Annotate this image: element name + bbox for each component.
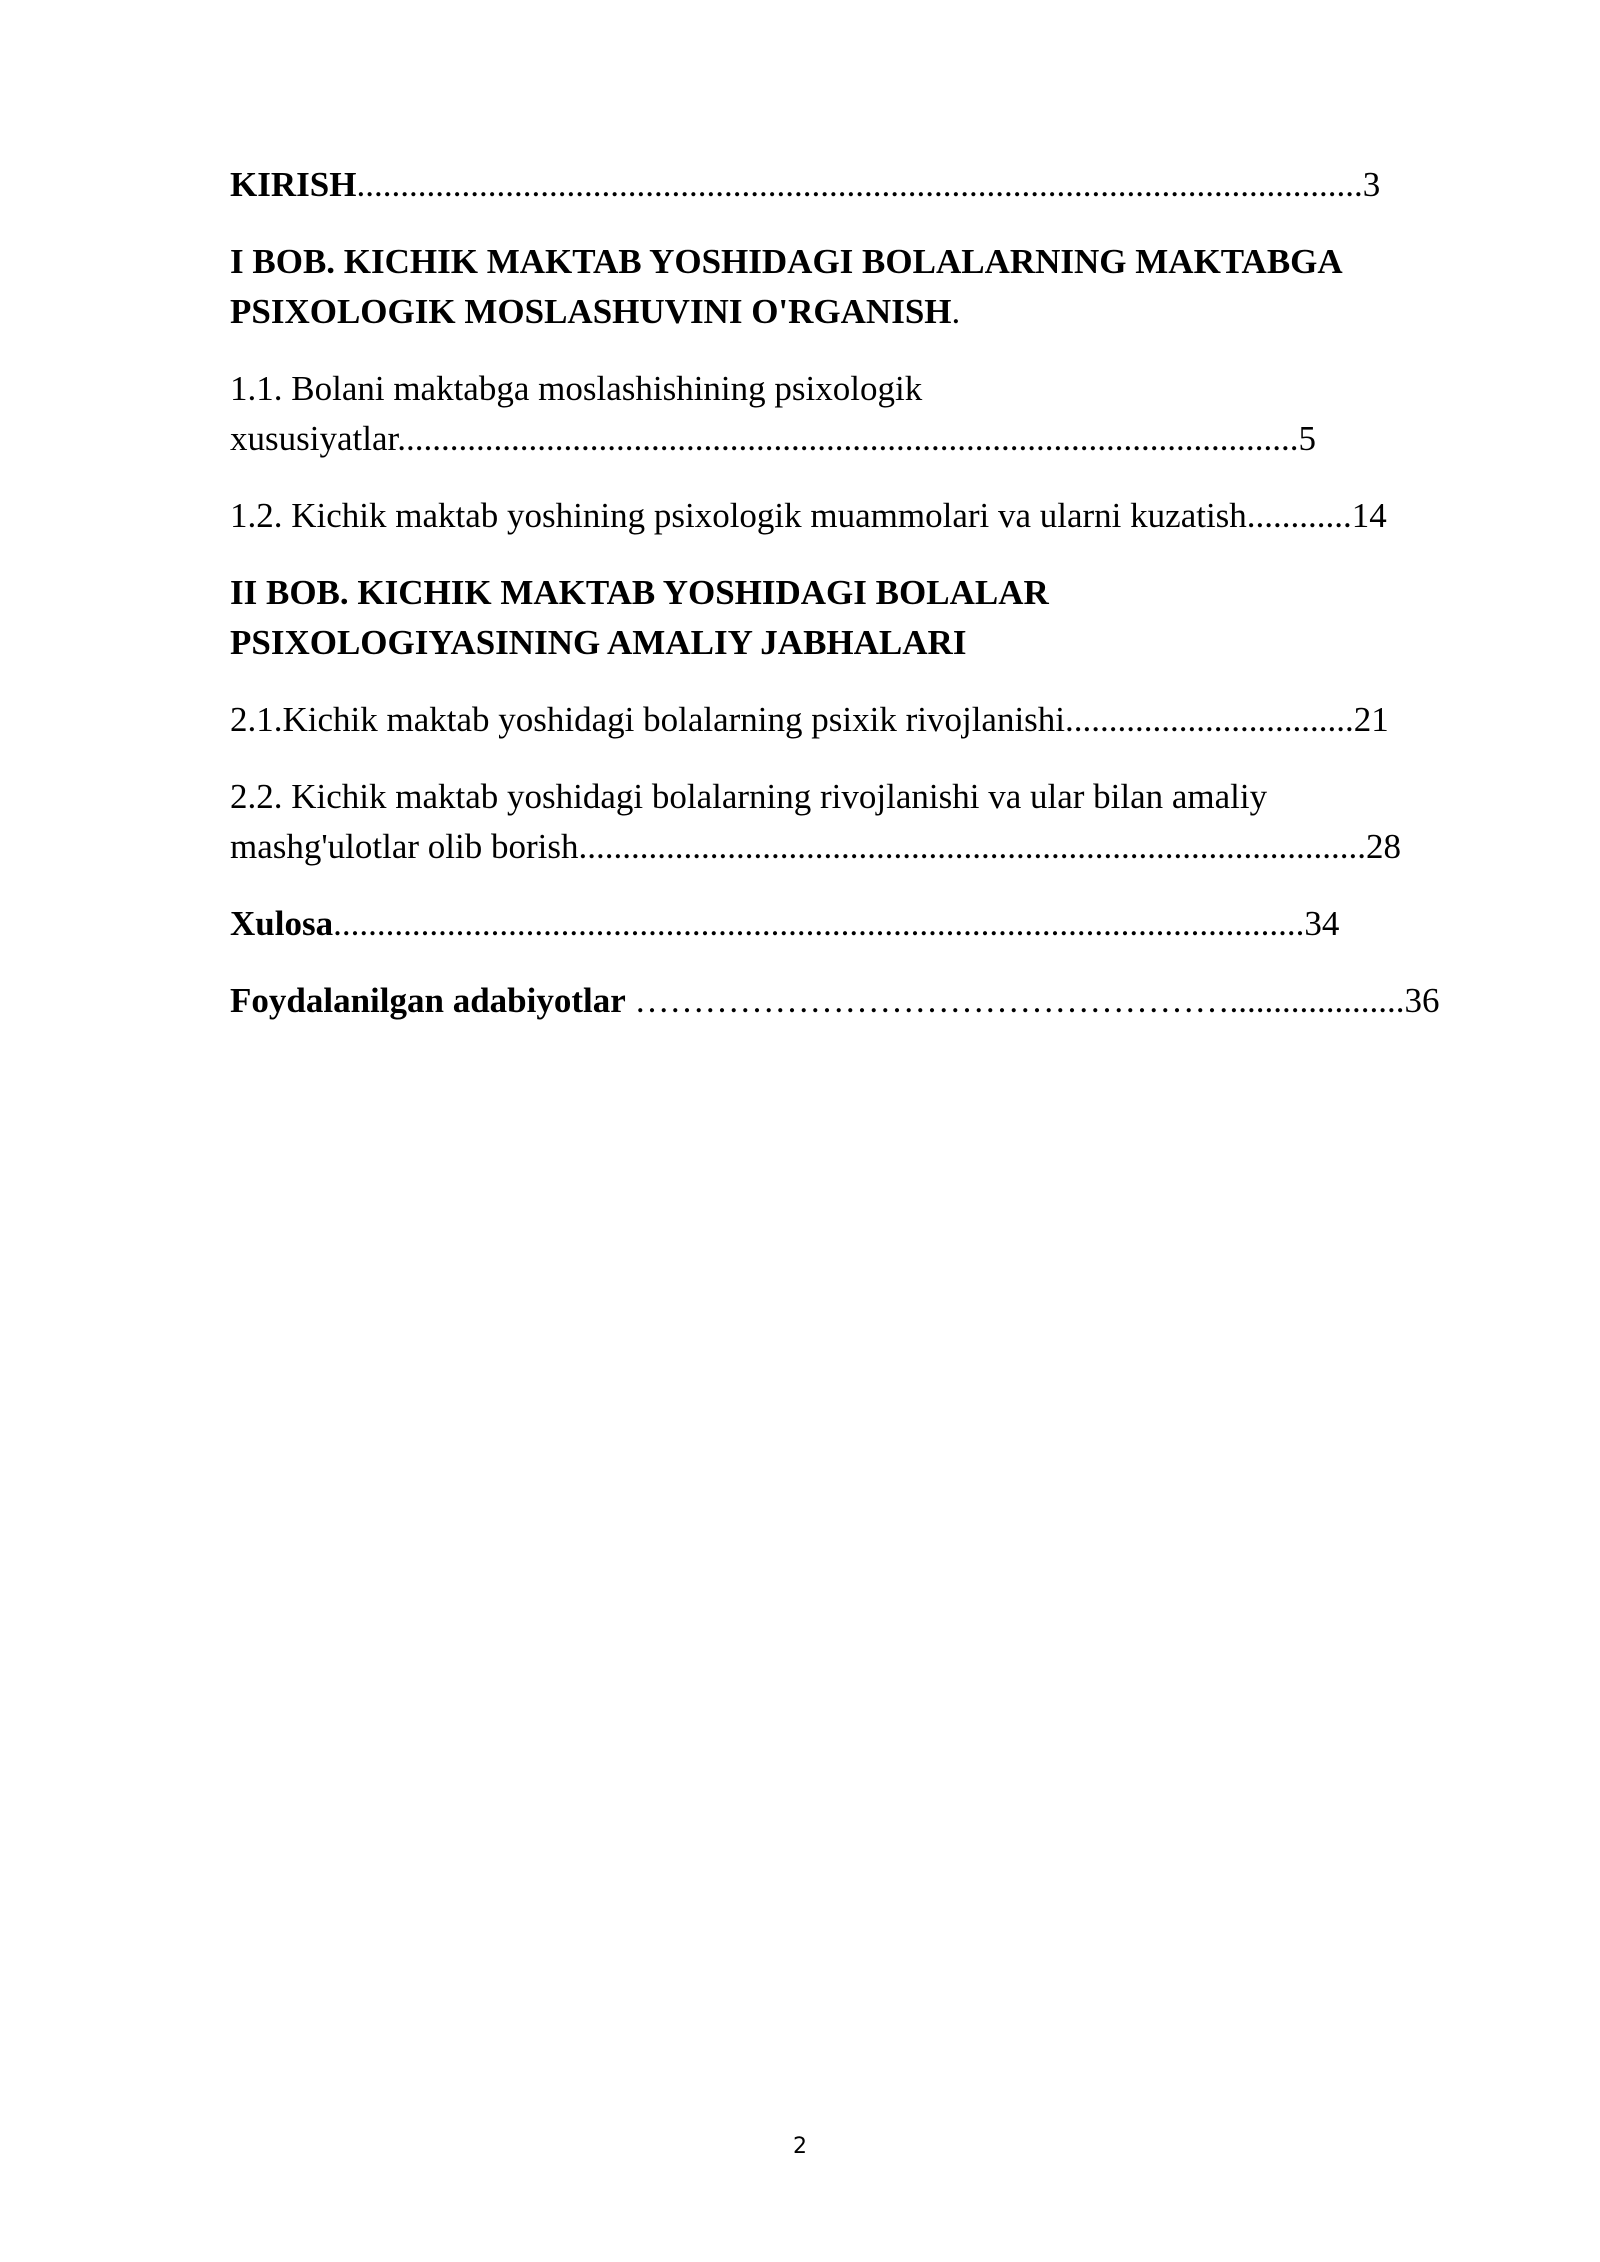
toc-dot-leader: ...............................................................................................................: [333, 904, 1305, 943]
toc-entry-adabiyotlar: [230, 976, 1480, 1026]
toc-entry-kirish: [230, 160, 1480, 210]
toc-entry-section-2-2: [230, 772, 1480, 872]
toc-entry-section-1-2: [230, 491, 1480, 541]
toc-entry-title: Xulosa: [230, 904, 334, 943]
toc-dot-leader: .................................: [1065, 700, 1354, 739]
toc-entry-chapter-1: [230, 237, 1480, 337]
chapter-title-line-1: I BOB. KICHIK MAKTAB YOSHIDAGI BOLALARNING MAKTABGA: [230, 242, 1343, 281]
toc-entry-section-2-1: [230, 695, 1480, 745]
toc-dot-leader: ……………………………………………....................: [625, 981, 1405, 1020]
toc-page-number: 21: [1353, 700, 1389, 739]
footer-page-number: 2: [793, 2134, 807, 2159]
toc-dot-leader: ...................................................................................................................: [356, 165, 1363, 204]
chapter-title-line-1: II BOB. KICHIK MAKTAB YOSHIDAGI BOLALAR: [230, 573, 1049, 612]
toc-page-number: 36: [1404, 981, 1440, 1020]
toc-entry-chapter-2: [230, 568, 1480, 668]
toc-page-number: 3: [1362, 165, 1381, 204]
toc-page-number: 14: [1351, 496, 1387, 535]
section-title-line-1: 1.1. Bolani maktabga moslashishining psixologik: [230, 369, 923, 408]
toc-entry-xulosa: [230, 899, 1480, 949]
section-title: 1.2. Kichik maktab yoshining psixologik muammolari va ularni kuzatish: [230, 496, 1247, 535]
chapter-title-trail: .: [951, 292, 961, 331]
chapter-title-line-2: PSIXOLOGIYASINING AMALIY JABHALARI: [230, 623, 967, 662]
toc-page-number: 34: [1304, 904, 1340, 943]
toc-entry-section-1-1: [230, 364, 1480, 464]
toc-dot-leader: ..........................................................................................: [578, 827, 1366, 866]
toc-entry-title: Foydalanilgan adabiyotlar: [230, 981, 626, 1020]
toc-page-number: 28: [1366, 827, 1401, 866]
toc-entry-title: KIRISH: [230, 165, 357, 204]
section-title-line-2: mashg'ulotlar olib borish: [230, 827, 579, 866]
toc-page-number: 5: [1298, 419, 1316, 458]
table-of-contents: [230, 160, 1480, 1053]
toc-dot-leader: .......................................................................................................: [397, 419, 1299, 458]
section-title: 2.1.Kichik maktab yoshidagi bolalarning psixik rivojlanishi: [230, 700, 1066, 739]
section-title-line-1: 2.2. Kichik maktab yoshidagi bolalarning rivojlanishi va ular bilan amaliy: [230, 777, 1268, 816]
section-title-line-2: xususiyatlar: [230, 419, 398, 458]
toc-dot-leader: ............: [1246, 496, 1352, 535]
chapter-title-line-2: PSIXOLOGIK MOSLASHUVINI O'RGANISH: [230, 292, 952, 331]
